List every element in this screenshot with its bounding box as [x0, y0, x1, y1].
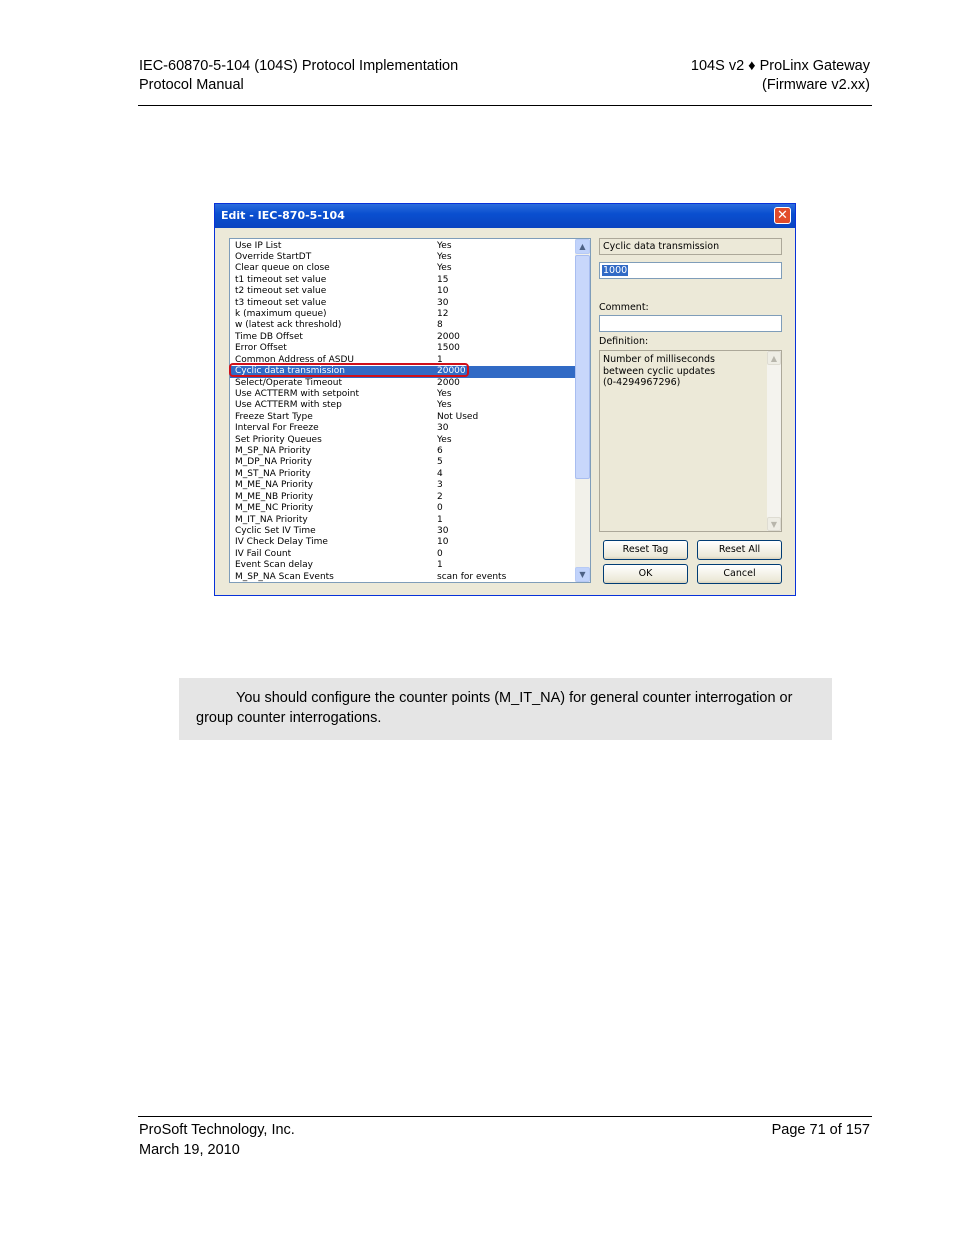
parameter-value: 10 [437, 286, 449, 297]
parameter-value: 30 [437, 423, 449, 434]
parameter-value: 5 [437, 457, 443, 468]
parameter-value: 0 [437, 503, 443, 514]
page-header-left [139, 57, 458, 95]
company-name: ProSoft Technology, Inc. [139, 1122, 295, 1138]
parameter-value: Yes [437, 400, 452, 411]
definition-label: Definition: [599, 336, 649, 347]
note-box [179, 678, 832, 740]
parameter-name: Cyclic data transmission [235, 366, 345, 377]
parameter-name: Time DB Offset [235, 331, 303, 342]
parameter-name: Error Offset [235, 343, 287, 354]
list-item[interactable] [230, 412, 576, 423]
note-text-line1: You should configure the counter points (M_IT_NA) for general counter interrogation or [236, 690, 793, 706]
parameter-value: 1500 [437, 343, 460, 354]
parameter-value: Not Used [437, 411, 479, 422]
parameter-value: 2 [437, 491, 443, 502]
definition-line: between cyclic updates [603, 365, 716, 377]
parameter-name: Select/Operate Timeout [235, 377, 343, 388]
parameter-name: Event Scan delay [235, 560, 313, 571]
page-footer-left [139, 1120, 295, 1160]
parameter-name: M_DP_NA Priority [235, 457, 312, 468]
parameter-name: IV Fail Count [235, 548, 292, 559]
list-item[interactable] [230, 298, 576, 309]
publication-date: March 19, 2010 [139, 1142, 240, 1158]
list-item[interactable] [230, 241, 576, 252]
list-item[interactable] [230, 286, 576, 297]
list-item[interactable] [230, 515, 576, 526]
parameter-name: t2 timeout set value [235, 286, 327, 297]
cancel-button[interactable]: Cancel [697, 564, 782, 584]
list-item[interactable] [230, 389, 576, 400]
list-item[interactable] [230, 537, 576, 548]
parameter-name: Common Address of ASDU [235, 354, 355, 365]
definition-line: Number of milliseconds [603, 354, 716, 365]
parameter-value: Yes [437, 240, 452, 251]
parameter-value: 12 [437, 309, 449, 320]
list-item[interactable] [230, 275, 576, 286]
parameter-list[interactable] [229, 238, 591, 583]
scroll-up-icon[interactable]: ▲ [575, 239, 590, 254]
edit-dialog [214, 203, 796, 596]
parameter-name: Freeze Start Type [235, 411, 313, 422]
document-subtitle: Protocol Manual [139, 77, 244, 93]
parameter-name: Use ACTTERM with step [235, 400, 342, 411]
parameter-name: IV Check Delay Time [235, 537, 328, 548]
close-icon[interactable]: ✕ [774, 207, 791, 224]
parameter-name: Interval For Freeze [235, 423, 319, 434]
parameter-name: M_ME_NC Priority [235, 503, 314, 514]
parameter-value: 1 [437, 560, 443, 571]
parameter-name: t1 timeout set value [235, 274, 327, 285]
comment-label: Comment: [599, 302, 649, 313]
list-item[interactable] [230, 309, 576, 320]
footer-divider [138, 1116, 872, 1117]
parameter-value: 15 [437, 274, 449, 285]
parameter-value: 20000 [437, 366, 466, 377]
parameter-name: M_ST_NA Priority [235, 468, 311, 479]
parameter-value: 1 [437, 514, 443, 525]
list-item[interactable] [230, 526, 576, 537]
list-item[interactable] [230, 252, 576, 263]
scroll-up-icon[interactable]: ▲ [767, 351, 781, 365]
scrollbar-thumb[interactable] [575, 255, 590, 479]
ok-button[interactable]: OK [603, 564, 688, 584]
list-item[interactable] [230, 503, 576, 514]
header-divider [138, 105, 872, 106]
parameter-name: Use ACTTERM with setpoint [235, 388, 360, 399]
parameter-value: 2000 [437, 377, 460, 388]
list-item[interactable] [230, 446, 576, 457]
list-scrollbar[interactable] [575, 239, 590, 582]
list-item[interactable] [230, 400, 576, 411]
list-item[interactable] [230, 343, 576, 354]
product-name: 104S v2 ♦ ProLinx Gateway [690, 58, 870, 74]
dialog-title-bar[interactable] [215, 204, 795, 228]
list-item[interactable] [230, 378, 576, 389]
list-item[interactable] [230, 560, 576, 571]
list-item[interactable] [230, 423, 576, 434]
page-number: Page 71 of 157 [771, 1122, 870, 1138]
parameter-name: Use IP List [235, 240, 282, 251]
parameter-value: 3 [437, 480, 443, 491]
page-footer-right [772, 1120, 870, 1140]
scroll-down-icon[interactable]: ▼ [767, 517, 781, 531]
selected-parameter-name: Cyclic data transmission [599, 238, 782, 255]
parameter-name: t3 timeout set value [235, 297, 327, 308]
parameter-name: Override StartDT [235, 251, 312, 262]
parameter-name: k (maximum queue) [235, 309, 327, 320]
parameter-value: 0 [437, 548, 443, 559]
list-item[interactable] [230, 480, 576, 491]
parameter-value: 4 [437, 468, 443, 479]
parameter-name: Cyclic Set IV Time [235, 526, 316, 536]
scroll-down-icon[interactable]: ▼ [575, 567, 590, 582]
parameter-name: M_IT_NA Priority [235, 514, 308, 525]
parameter-name: M_ME_NB Priority [235, 491, 314, 502]
list-item[interactable] [230, 332, 576, 343]
parameter-value: 30 [437, 297, 449, 308]
parameter-name: w (latest ack threshold) [235, 320, 342, 331]
list-item[interactable] [230, 457, 576, 468]
parameter-value: 6 [437, 446, 443, 457]
list-item[interactable] [230, 549, 576, 560]
parameter-value: Yes [437, 434, 452, 445]
parameter-value: Yes [437, 263, 452, 274]
parameter-value: scan for events [437, 571, 507, 582]
parameter-value: 30 [437, 526, 449, 536]
parameter-value: 10 [437, 537, 449, 548]
definition-scrollbar[interactable] [767, 351, 781, 531]
list-item[interactable] [230, 572, 576, 583]
firmware-version: (Firmware v2.xx) [762, 77, 870, 93]
parameter-value: 2000 [437, 331, 460, 342]
list-item[interactable] [230, 469, 576, 480]
parameter-name: M_ME_NA Priority [235, 480, 313, 491]
parameter-name: M_SP_NA Priority [235, 446, 311, 457]
reset-all-button[interactable]: Reset All [697, 540, 782, 560]
comment-input[interactable] [599, 315, 782, 332]
parameter-name: M_SP_NA Scan Events [235, 571, 334, 582]
definition-box [599, 350, 782, 532]
document-title: IEC-60870-5-104 (104S) Protocol Implementation [139, 58, 459, 74]
value-input-text: 1000 [603, 265, 628, 276]
list-item[interactable] [230, 320, 576, 331]
list-item[interactable] [230, 492, 576, 503]
value-input[interactable] [599, 262, 782, 279]
selection-highlight-outline [229, 363, 469, 377]
list-item[interactable] [230, 263, 576, 274]
parameter-value: 8 [437, 320, 443, 331]
parameter-value: 1 [437, 354, 443, 365]
parameter-name: Set Priority Queues [235, 434, 322, 445]
parameter-value: Yes [437, 388, 452, 399]
reset-tag-button[interactable]: Reset Tag [603, 540, 688, 560]
list-item[interactable] [230, 435, 576, 446]
definition-line: (0-4294967296) [603, 377, 681, 388]
parameter-value: Yes [437, 251, 452, 262]
dialog-title: Edit - IEC-870-5-104 [221, 209, 345, 222]
note-text-line2: group counter interrogations. [196, 710, 382, 726]
page-header-right [691, 57, 870, 95]
parameter-name: Clear queue on close [235, 263, 330, 274]
